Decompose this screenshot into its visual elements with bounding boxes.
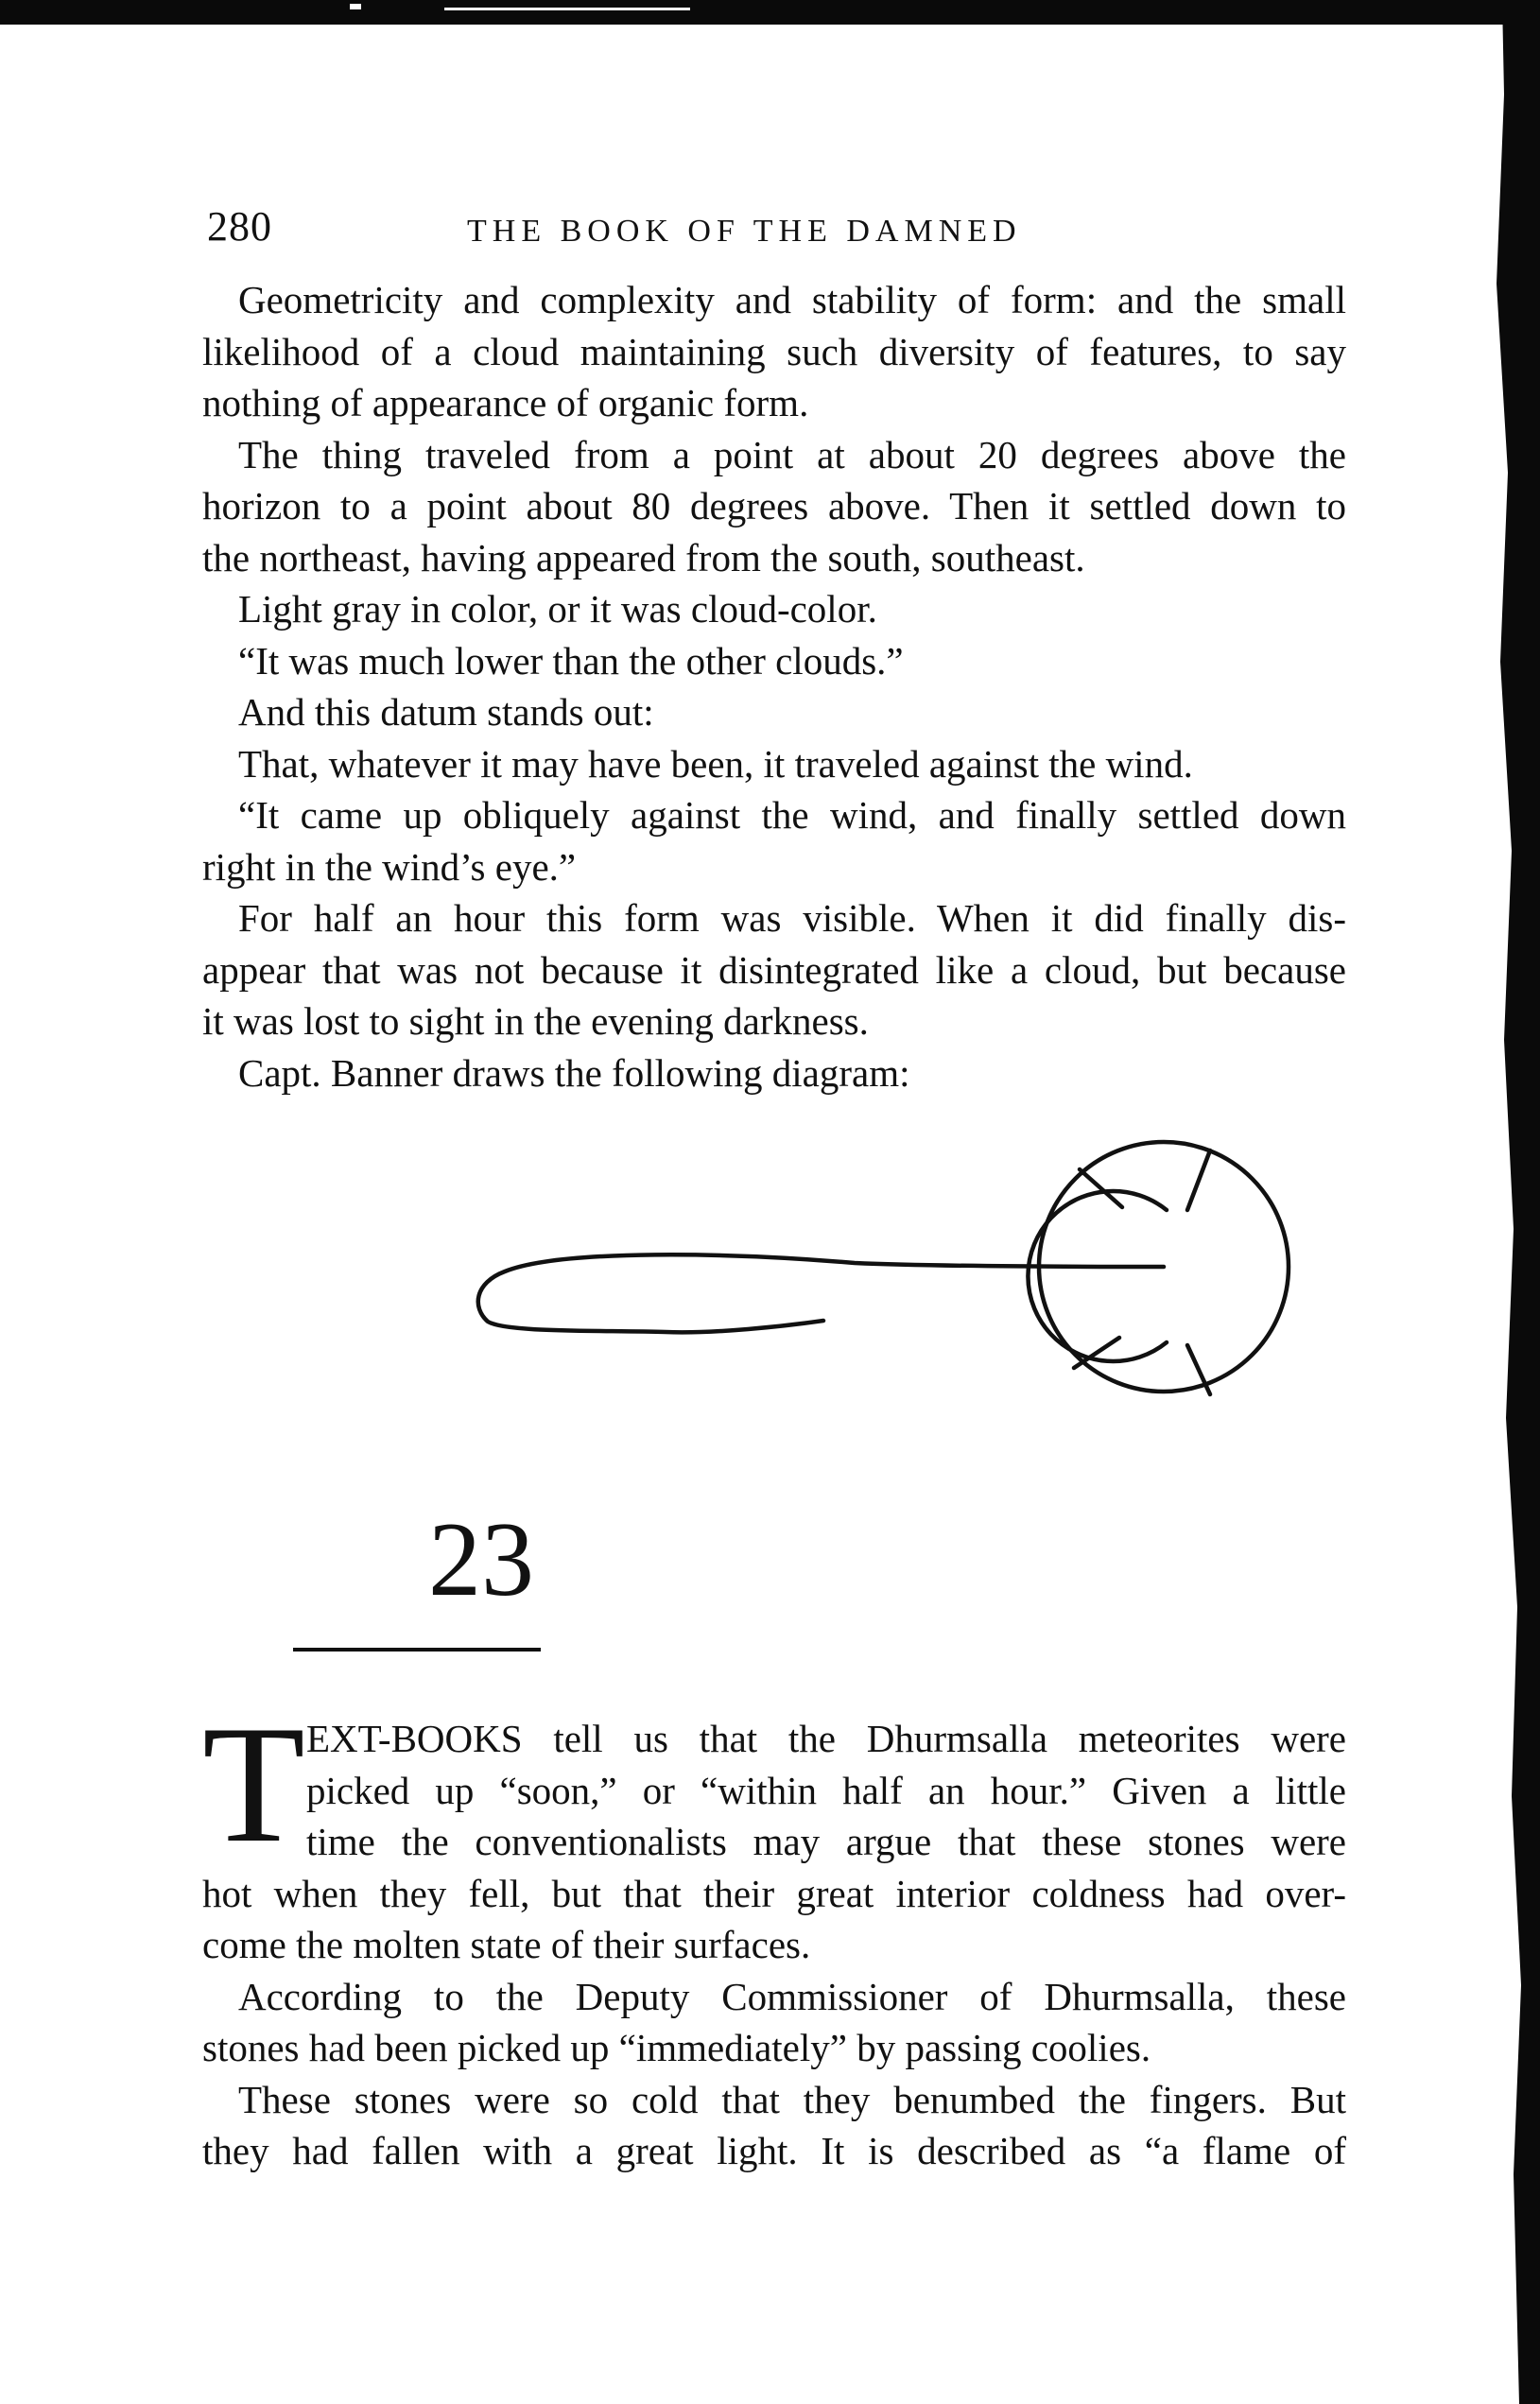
text-line: Light gray in color, or it was cloud-color. <box>238 587 877 631</box>
text-line: time the conventionalists may argue that these stones were <box>306 1820 1346 1863</box>
text-line: right in the wind’s eye.” <box>202 844 577 889</box>
text-line: Geometricity and complexity and stability of form: and the small <box>238 278 1346 321</box>
text-line: The thing traveled from a point at about 20 degrees above the <box>238 432 1346 476</box>
chapter-rule <box>293 1648 541 1652</box>
drop-cap: T <box>202 1690 305 1877</box>
text-line: nothing of appearance of organic form. <box>202 381 809 424</box>
text-line: And this datum stands out: <box>238 690 654 734</box>
scan-top-edge <box>0 0 1540 25</box>
text-line: come the molten state of their surfaces. <box>202 1923 811 1966</box>
text-line: it was lost to sight in the evening darkness. <box>202 999 869 1043</box>
text-line: EXT-BOOKS tell us that the Dhurmsalla meteorites were <box>306 1717 1346 1760</box>
diagram-tail <box>478 1254 1164 1332</box>
text-line: hot when they fell, but that their great interior coldness had over- <box>202 1871 1346 1915</box>
text-line: stones had been picked up “immediately” by passing coolies. <box>202 2026 1151 2069</box>
page-header <box>202 202 1346 259</box>
text-line: These stones were so cold that they benumbed the fingers. But <box>238 2077 1346 2121</box>
banner-diagram <box>448 1120 1318 1442</box>
text-line: the northeast, having appeared from the south, southeast. <box>202 535 1085 579</box>
text-line: For half an hour this form was visible. When it did finally dis- <box>238 896 1346 940</box>
page-number: 280 <box>207 203 272 250</box>
text-line: Capt. Banner draws the following diagram: <box>238 1050 910 1095</box>
body-text-top <box>202 274 1346 1098</box>
text-line: “It was much lower than the other clouds.” <box>238 638 904 683</box>
running-title: THE BOOK OF THE DAMNED <box>467 214 1022 249</box>
text-line: horizon to a point about 80 degrees above. Then it settled down to <box>202 484 1346 527</box>
body-text-bottom <box>202 1690 1346 2177</box>
text-line: picked up “soon,” or “within half an hour.” Given a little <box>306 1768 1346 1812</box>
text-line: likelihood of a cloud maintaining such diversity of features, to say <box>202 329 1346 373</box>
text-line: That, whatever it may have been, it traveled against the wind. <box>238 741 1193 786</box>
scan-artifact <box>350 4 361 9</box>
diagram-rib-upper <box>1187 1150 1210 1210</box>
chapter-number: 23 <box>428 1501 534 1618</box>
diagram-rib-top <box>1080 1169 1122 1207</box>
scan-artifact <box>444 8 690 10</box>
text-line: “It came up obliquely against the wind, and finally settled down <box>238 793 1346 837</box>
text-line: appear that was not because it disintegrated like a cloud, but because <box>202 947 1346 992</box>
text-line: According to the Deputy Commissioner of Dhurmsalla, these <box>238 1974 1346 2018</box>
scan-right-edge <box>1464 0 1540 2404</box>
text-line: they had fallen with a great light. It is described as “a flame of <box>202 2129 1346 2172</box>
